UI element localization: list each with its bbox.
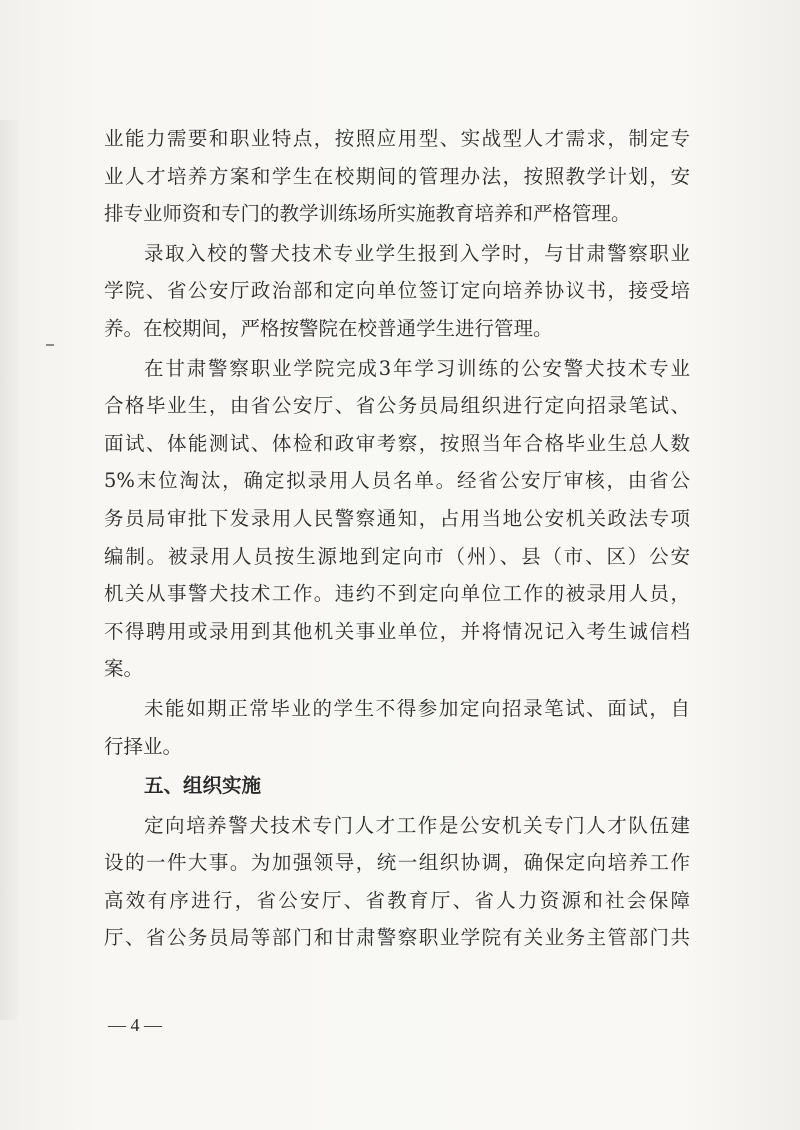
paragraph-line: 在甘肃警察职业学院完成3年学习训练的公安警犬技术专业 bbox=[144, 356, 690, 380]
paragraph-line: 养。在校期间，严格按警院在校普通学生进行管理。 bbox=[104, 316, 553, 340]
paragraph-line: 案。 bbox=[104, 657, 144, 681]
document-body bbox=[104, 120, 690, 957]
paragraph-line: 面试、体能测试、体检和政审考察，按照当年合格毕业生总人数 bbox=[104, 431, 690, 455]
paragraph-line: 机关从事警犬技术工作。违约不到定向单位工作的被录用人员， bbox=[104, 582, 690, 606]
paragraph-line: 录取入校的警犬技术专业学生报到入学时，与甘肃警察职业 bbox=[144, 241, 690, 265]
paragraph-line: 设的一件大事。为加强领导，统一组织协调，确保定向培养工作 bbox=[104, 851, 690, 875]
paragraph-line: 业人才培养方案和学生在校期间的管理办法，按照教学计划，安 bbox=[104, 164, 690, 188]
paragraph-line: 业能力需要和职业特点，按照应用型、实战型人才需求，制定专 bbox=[104, 127, 690, 150]
paragraph-line: 合格毕业生，由省公安厅、省公务员局组织进行定向招录笔试、 bbox=[104, 394, 690, 418]
paragraph-line: 未能如期正常毕业的学生不得参加定向招录笔试、面试，自 bbox=[144, 696, 690, 720]
paragraph-line: 排专业师资和专门的教学训练场所实施教育培养和严格管理。 bbox=[104, 202, 631, 226]
paragraph-line: 厅、省公务员局等部门和甘肃警察职业学院有关业务主管部门共 bbox=[104, 926, 690, 950]
paragraph-line: 行择业。 bbox=[104, 734, 183, 758]
paragraph-line: 5%末位淘汰，确定拟录用人员名单。经省公安厅审核，由省公 bbox=[104, 469, 690, 493]
paragraph-line: 编制。被录用人员按生源地到定向市（州）、县（市、区）公安 bbox=[104, 544, 690, 568]
page-number: — 4 — bbox=[108, 1015, 162, 1035]
section-heading: 五、组织实施 bbox=[144, 774, 262, 798]
paragraph-line: 学院、省公安厅政治部和定向单位签订定向培养协议书，接受培 bbox=[104, 279, 690, 303]
paragraph-line: 务员局审批下发录用人民警察通知，占用当地公安机关政法专项 bbox=[104, 506, 690, 530]
paragraph-line: 高效有序进行，省公安厅、省教育厅、省人力资源和社会保障 bbox=[104, 888, 690, 912]
scan-shadow bbox=[0, 120, 20, 1020]
paragraph-line: 不得聘用或录用到其他机关事业单位，并将情况记入考生诚信档 bbox=[104, 619, 690, 643]
scan-mark bbox=[46, 344, 54, 346]
paragraph-line: 定向培养警犬技术专门人才工作是公安机关专门人才队伍建 bbox=[144, 813, 690, 837]
